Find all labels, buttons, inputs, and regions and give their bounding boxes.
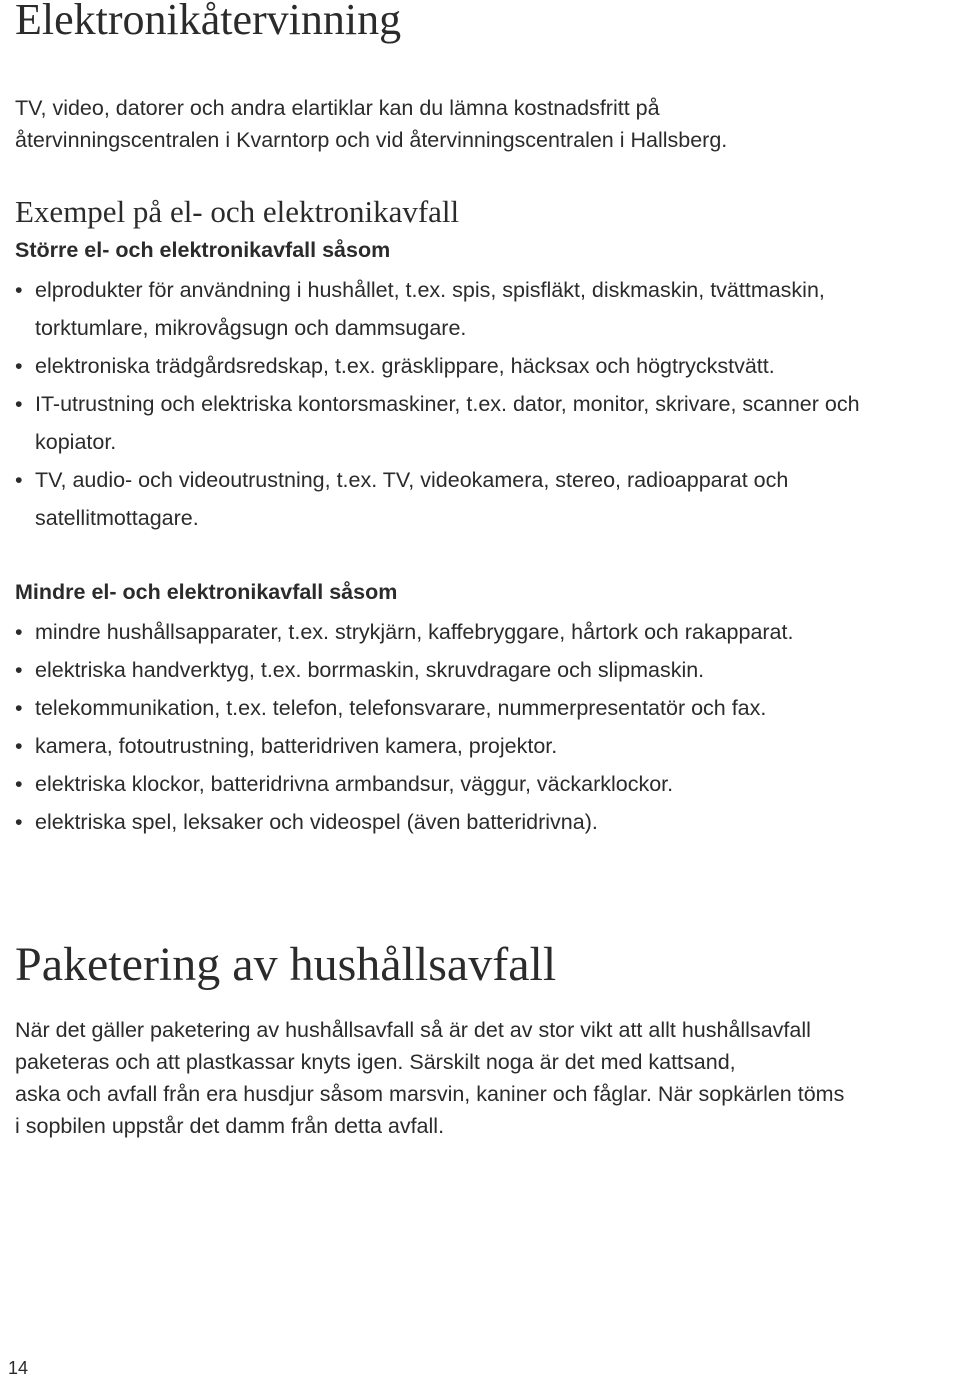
- list-item-text: mindre hushållsapparater, t.ex. strykjärn, kaffebryggare, hårtork och rakapparat.: [35, 620, 794, 644]
- packaging-line: aska och avfall från era husdjur såsom marsvin, kaniner och fåglar. När sopkärlen töms: [15, 1082, 845, 1106]
- list-item: [15, 271, 860, 347]
- bullet-icon: •: [15, 696, 23, 720]
- list-item: [15, 385, 860, 461]
- list-item: [15, 689, 793, 727]
- list-item: [15, 347, 860, 385]
- section-title-packaging: Paketering av hushållsavfall: [15, 938, 557, 991]
- list-item-text: elektriska spel, leksaker och videospel (även batteridrivna).: [35, 810, 598, 834]
- list-item-text: elprodukter för användning i hushållet, t.ex. spis, spisfläkt, diskmaskin, tvättmaskin,: [35, 278, 825, 302]
- bullet-icon: •: [15, 810, 23, 834]
- list-item: [15, 651, 793, 689]
- list-item: [15, 461, 860, 537]
- smaller-waste-heading: Mindre el- och elektronikavfall såsom: [15, 580, 398, 604]
- packaging-line: paketeras och att plastkassar knyts igen. Särskilt noga är det med kattsand,: [15, 1050, 736, 1074]
- page-number: 14: [8, 1358, 29, 1378]
- bullet-icon: •: [15, 354, 23, 378]
- larger-waste-list: [15, 271, 860, 537]
- list-item: [15, 613, 793, 651]
- list-item-text: kopiator.: [35, 430, 117, 454]
- list-item-text: kamera, fotoutrustning, batteridriven kamera, projektor.: [35, 734, 558, 758]
- list-item: [15, 727, 793, 765]
- examples-title: Exempel på el- och elektronikavfall: [15, 194, 460, 229]
- smaller-waste-list: [15, 613, 793, 841]
- bullet-icon: •: [15, 658, 23, 682]
- list-item-text: TV, audio- och videoutrustning, t.ex. TV, videokamera, stereo, radioapparat och: [35, 468, 789, 492]
- bullet-icon: •: [15, 772, 23, 796]
- list-item-text: satellitmottagare.: [35, 506, 199, 530]
- list-item-text: elektroniska trädgårdsredskap, t.ex. gräsklippare, häcksax och högtryckstvätt.: [35, 354, 775, 378]
- intro-line: TV, video, datorer och andra elartiklar kan du lämna kostnadsfritt på: [15, 96, 660, 120]
- bullet-icon: •: [15, 734, 23, 758]
- list-item-text: elektriska klockor, batteridrivna armbandsur, väggur, väckarklockor.: [35, 772, 674, 796]
- bullet-icon: •: [15, 392, 23, 416]
- packaging-paragraph: [15, 1014, 844, 1142]
- larger-waste-heading: Större el- och elektronikavfall såsom: [15, 238, 391, 262]
- list-item-text: IT-utrustning och elektriska kontorsmaskiner, t.ex. dator, monitor, skrivare, scanner och: [35, 392, 860, 416]
- packaging-line: i sopbilen uppstår det damm från detta avfall.: [15, 1114, 445, 1138]
- list-item-text: telekommunikation, t.ex. telefon, telefonsvarare, nummerpresentatör och fax.: [35, 696, 767, 720]
- list-item-text: torktumlare, mikrovågsugn och dammsugare.: [35, 316, 467, 340]
- list-item: [15, 803, 793, 841]
- intro-paragraph: [15, 92, 727, 156]
- list-item: [15, 765, 793, 803]
- intro-line: återvinningscentralen i Kvarntorp och vid återvinningscentralen i Hallsberg.: [15, 128, 728, 152]
- page-title: Elektronikåtervinning: [15, 0, 402, 44]
- bullet-icon: •: [15, 620, 23, 644]
- list-item-text: elektriska handverktyg, t.ex. borrmaskin, skruvdragare och slipmaskin.: [35, 658, 705, 682]
- bullet-icon: •: [15, 468, 23, 492]
- packaging-line: När det gäller paketering av hushållsavfall så är det av stor vikt att allt hushållsavfall: [15, 1018, 811, 1042]
- bullet-icon: •: [15, 278, 23, 302]
